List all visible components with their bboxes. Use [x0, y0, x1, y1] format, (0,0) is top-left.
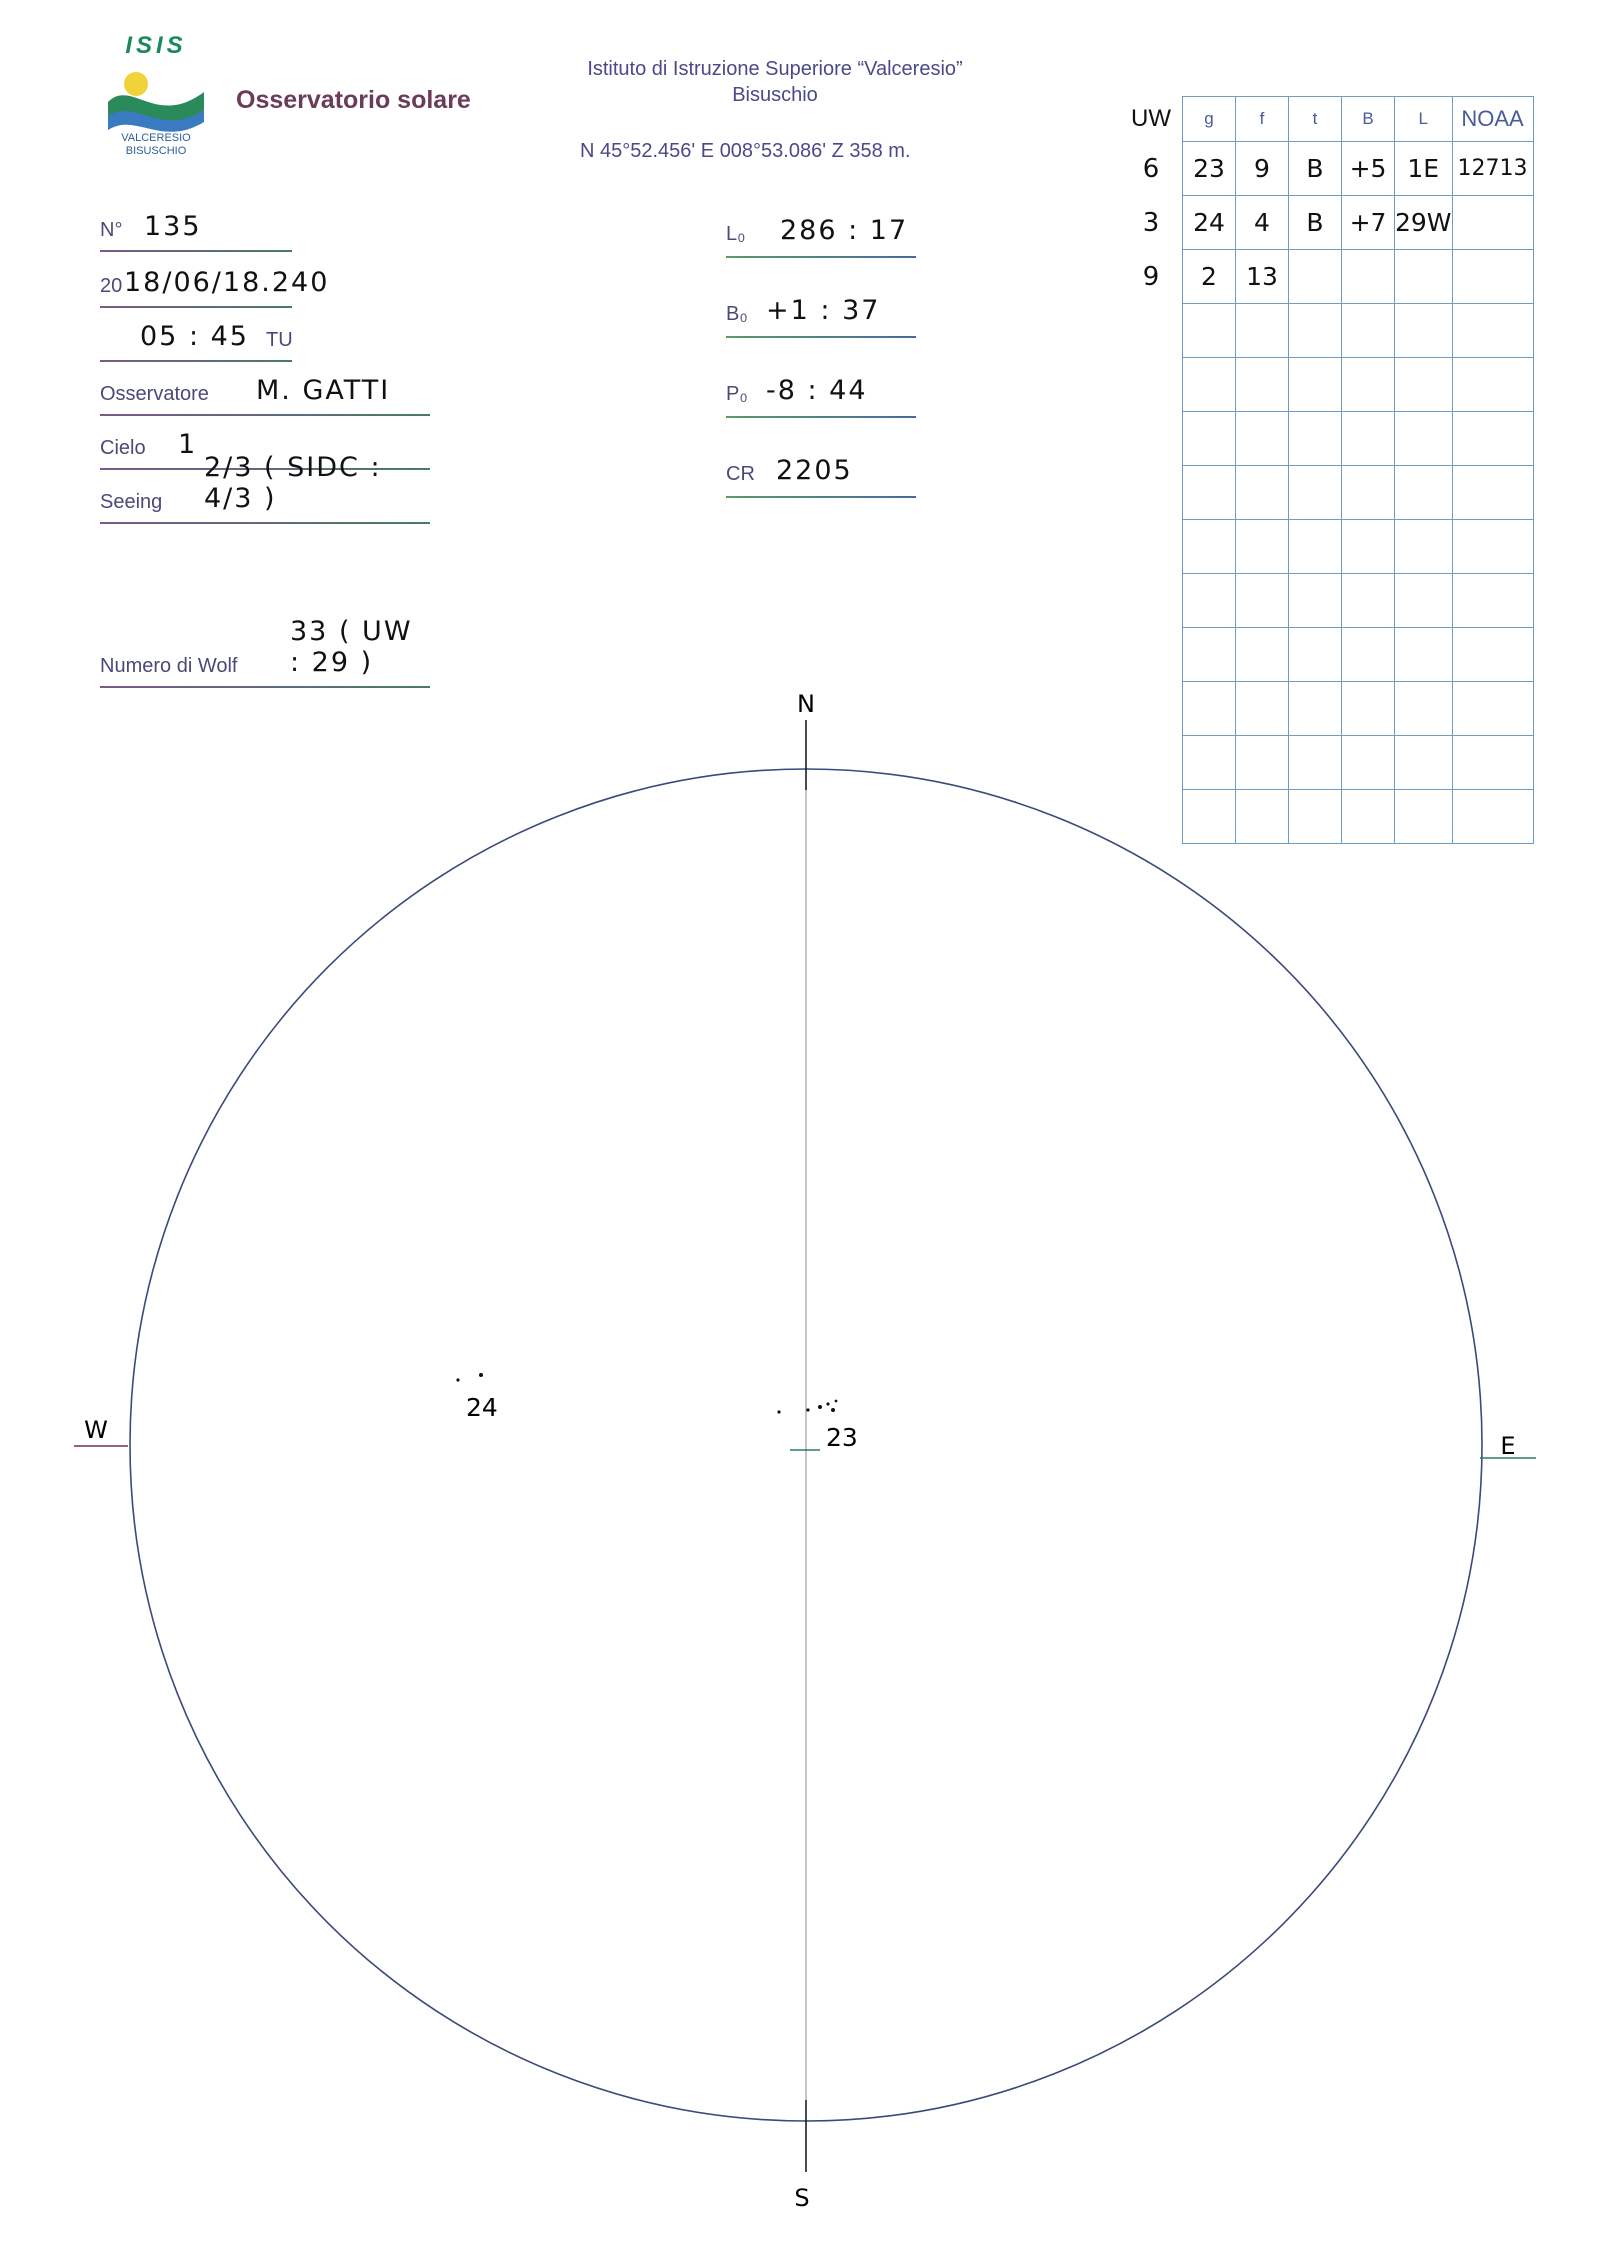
col-header-uw: UW: [1131, 105, 1171, 132]
institute-name: Istituto di Istruzione Superiore “Valceresio” Bisuschio: [587, 58, 963, 106]
cell-l: 29W: [1395, 196, 1453, 250]
sunspot-group-23: [777, 1400, 857, 1452]
cr-label: CR: [726, 463, 755, 485]
cell-g: 24: [1183, 196, 1236, 250]
col-header-f: f: [1236, 97, 1289, 142]
cell-l: 1E: [1395, 142, 1453, 196]
sunspot: [831, 1408, 835, 1412]
date-prefix: 20: [100, 275, 123, 297]
col-header-b: B: [1342, 97, 1395, 142]
north-label: N: [797, 690, 815, 718]
time-unit: TU: [266, 329, 293, 351]
observer-label: Osservatore: [100, 383, 209, 405]
cell-t: B: [1289, 196, 1342, 250]
col-header-noaa: NOAA: [1452, 97, 1533, 142]
sunspot: [456, 1378, 459, 1381]
sunspot-group-24: [456, 1373, 497, 1422]
p0-label: P₀: [726, 383, 748, 405]
south-label: S: [794, 2184, 810, 2212]
p0-value: -8 : 44: [766, 375, 868, 406]
group-23-label: 23: [826, 1423, 858, 1452]
sky-value: 1: [178, 429, 198, 460]
group-24-label: 24: [466, 1393, 498, 1422]
l0-value: 286 : 17: [780, 215, 909, 246]
sunspot: [777, 1410, 780, 1413]
cell-f: 4: [1236, 196, 1289, 250]
col-header-t: t: [1289, 97, 1342, 142]
cell-b: +7: [1342, 196, 1395, 250]
seeing-label: Seeing: [100, 491, 163, 513]
logo-caption: VALCERESIO BISUSCHIO: [121, 132, 191, 157]
cell-g: 2: [1183, 250, 1236, 304]
cell-uw: 6: [1142, 153, 1160, 184]
cr-value: 2205: [776, 455, 853, 486]
col-header-g: g: [1183, 97, 1236, 142]
l0-label: L₀: [726, 223, 746, 245]
time-value: 05 : 45: [140, 321, 249, 352]
cell-uw: 9: [1142, 261, 1160, 292]
cell-f: 9: [1236, 142, 1289, 196]
site-coordinates: N 45°52.456' E 008°53.086' Z 358 m.: [580, 140, 911, 162]
sunspot: [806, 1408, 809, 1411]
cell-t: B: [1289, 142, 1342, 196]
col-header-l: L: [1395, 97, 1453, 142]
logo-acronym: ISIS: [125, 32, 187, 59]
cell-b: +5: [1342, 142, 1395, 196]
east-label: E: [1500, 1432, 1516, 1460]
observer-value: M. GATTI: [256, 375, 391, 406]
sunspot: [835, 1400, 838, 1403]
sky-label: Cielo: [100, 437, 146, 459]
sunspot: [479, 1373, 483, 1377]
cell-f: 13: [1236, 250, 1289, 304]
number-label: N°: [100, 219, 123, 241]
number-value: 135: [144, 211, 202, 242]
wolf-value: 33 ( UW : 29 ): [290, 616, 413, 678]
b0-label: B₀: [726, 303, 748, 325]
cell-g: 23: [1183, 142, 1236, 196]
seeing-value: 2/3 ( SIDC : 4/3 ): [204, 452, 382, 514]
cell-uw: 3: [1142, 207, 1160, 238]
cell-noaa: 12713: [1452, 142, 1533, 196]
observatory-title: Osservatorio solare: [236, 86, 471, 114]
b0-value: +1 : 37: [766, 295, 881, 326]
sunspot: [826, 1402, 829, 1405]
wolf-label: Numero di Wolf: [100, 655, 238, 677]
date-value: 18/06/18.240: [124, 267, 330, 298]
sunspot: [818, 1405, 822, 1409]
west-label: W: [84, 1416, 108, 1444]
